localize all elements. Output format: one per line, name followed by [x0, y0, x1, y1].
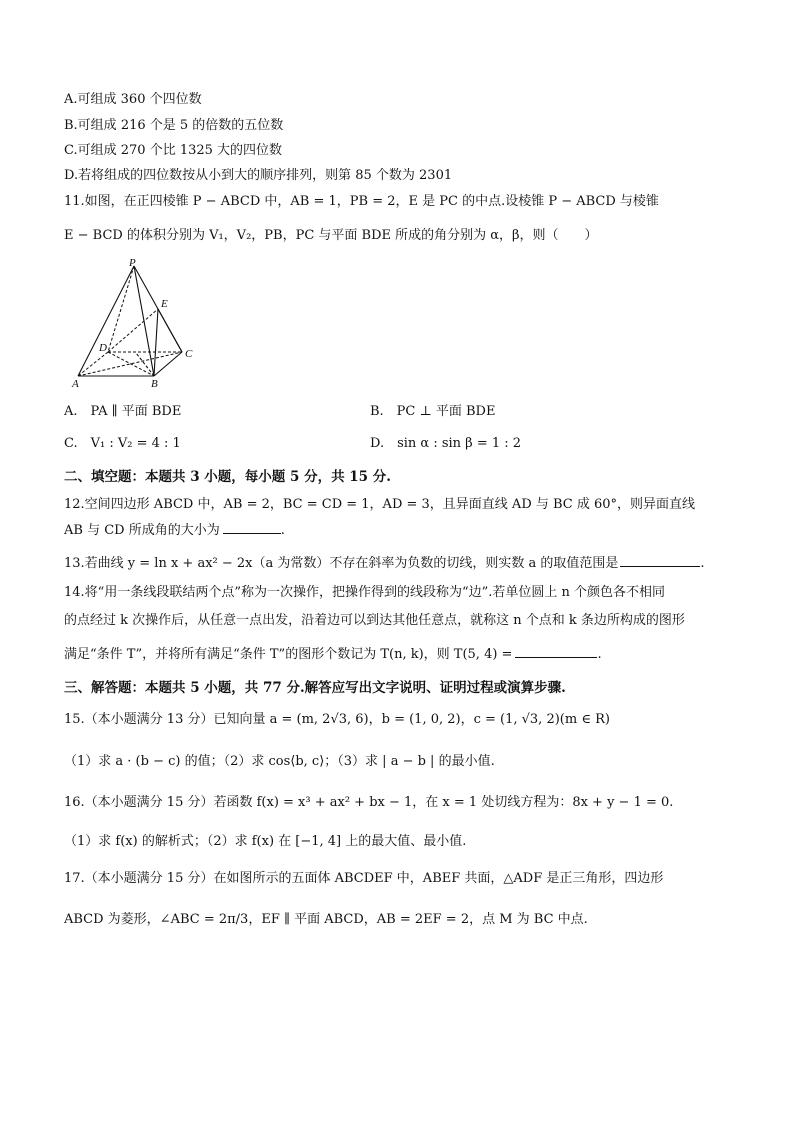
question-14-line-2: 的点经过 k 次操作后，从任意一点出发，沿着边可以到达其他任意点，就称这 n 个点和 k 条边所构成的图形 — [64, 613, 685, 628]
question-14-text: 满足“条件 T”，并将所有满足“条件 T”的图形个数记为 T(n, k)，则 T(5, 4) = — [64, 647, 513, 662]
question-14-line-1: 14.将“用一条线段联结两个点”称为一次操作，把操作得到的线段称为“边”.若单位圆上 n 个颜色各不相同 — [64, 585, 666, 600]
label-a: A — [72, 378, 79, 390]
question-16-parts: （1）求 f(x) 的解析式；（2）求 f(x) 在 [−1, 4] 上的最大值、最小值. — [64, 834, 467, 849]
label-p: P — [129, 258, 136, 269]
question-13: 13.若曲线 y = ln x + ax² − 2x（a 为常数）不存在斜率为负数的切线，则实数 a 的取值范围是 . — [64, 556, 705, 571]
option-line-b: B.可组成 216 个是 5 的倍数的五位数 — [64, 118, 284, 133]
label-c: C — [185, 348, 193, 360]
question-13-text: 13.若曲线 y = ln x + ax² − 2x（a 为常数）不存在斜率为负数的切线，则实数 a 的取值范围是 — [64, 556, 619, 571]
question-12-line-1: 12.空间四边形 ABCD 中，AB = 2，BC = CD = 1，AD = 3，且异面直线 AD 与 BC 成 60°，则异面直线 — [64, 497, 696, 512]
option-d: D. sin α : sin β = 1 : 2 — [370, 436, 522, 451]
label-e: E — [161, 298, 168, 310]
question-11-line-2: E − BCD 的体积分别为 V₁，V₂，PB，PC 与平面 BDE 所成的角分别为 α，β，则（ ） — [64, 228, 598, 243]
answer-blank-12[interactable] — [223, 521, 281, 534]
option-c: C. V₁ : V₂ = 4 : 1 — [64, 436, 181, 451]
answer-blank-13[interactable] — [620, 554, 700, 567]
question-17-line-1: 17.（本小题满分 15 分）在如图所示的五面体 ABCDEF 中，ABEF 共面，△ADF 是正三角形，四边形 — [64, 871, 664, 886]
label-b: B — [151, 378, 158, 390]
section-3-heading: 三、解答题：本题共 5 小题，共 77 分.解答应写出文字说明、证明过程或演算步骤. — [64, 680, 566, 696]
question-12-line-2: AB 与 CD 所成角的大小为 . — [64, 523, 285, 538]
option-line-c: C.可组成 270 个比 1325 大的四位数 — [64, 143, 283, 158]
label-d: D — [99, 342, 107, 354]
pyramid-figure — [64, 258, 204, 393]
question-15-stem: 15.（本小题满分 13 分）已知向量 a = (m, 2√3, 6)，b = (1, 0, 2)，c = (1, √3, 2)(m ∈ R) — [64, 712, 610, 727]
question-15-parts: （1）求 a · (b − c) 的值；（2）求 cos⟨b, c⟩；（3）求 | a − b | 的最小值. — [64, 754, 495, 769]
option-b: B. PC ⊥ 平面 BDE — [370, 404, 496, 419]
option-line-a: A.可组成 360 个四位数 — [64, 92, 202, 107]
question-16-stem: 16.（本小题满分 15 分）若函数 f(x) = x³ + ax² + bx − 1，在 x = 1 处切线方程为：8x + y − 1 = 0. — [64, 795, 674, 810]
option-line-d: D.若将组成的四位数按从小到大的顺序排列，则第 85 个数为 2301 — [64, 168, 453, 183]
section-2-heading: 二、填空题：本题共 3 小题，每小题 5 分，共 15 分. — [64, 469, 391, 485]
answer-blank-14[interactable] — [515, 645, 597, 658]
option-a: A. PA ∥ 平面 BDE — [64, 404, 182, 419]
question-12-text: AB 与 CD 所成角的大小为 — [64, 523, 220, 538]
question-17-line-2: ABCD 为菱形，∠ABC = 2π/3，EF ∥ 平面 ABCD，AB = 2EF = 2，点 M 为 BC 中点. — [64, 912, 588, 927]
question-11-line-1: 11.如图，在正四棱锥 P − ABCD 中，AB = 1，PB = 2，E 是 PC 的中点.设棱锥 P − ABCD 与棱锥 — [64, 194, 659, 209]
question-14-line-3: 满足“条件 T”，并将所有满足“条件 T”的图形个数记为 T(n, k)，则 T(5, 4) = . — [64, 647, 602, 662]
